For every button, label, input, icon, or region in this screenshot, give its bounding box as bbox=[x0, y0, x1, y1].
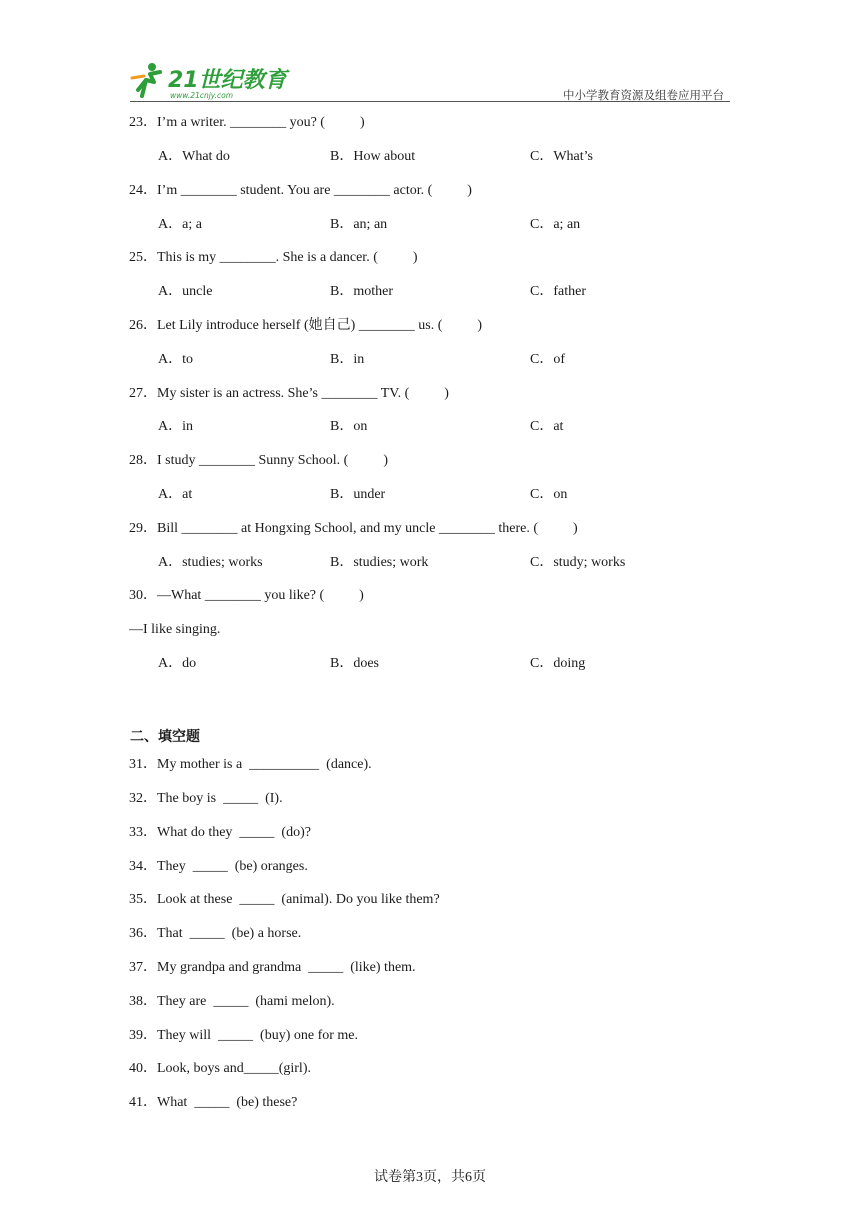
question-30-reply: —I like singing. bbox=[129, 622, 221, 637]
option-26-a: A．to bbox=[158, 352, 193, 367]
option-30-a: A．do bbox=[158, 656, 197, 671]
option-30-b: B．does bbox=[330, 656, 379, 671]
option-23-b: B．How about bbox=[330, 149, 416, 164]
option-27-c: C．at bbox=[530, 419, 564, 434]
option-23-a: A．What do bbox=[158, 149, 230, 164]
fill-question-38: 38．They are _____ (hami melon). bbox=[129, 994, 335, 1009]
question-24: 24．I’m ________ student. You are ________ actor. ( ) bbox=[129, 183, 472, 198]
fill-question-33: 33．What do they _____ (do)? bbox=[129, 825, 311, 840]
page-footer: 试卷第3页，共6页 bbox=[374, 1170, 486, 1185]
fill-question-31: 31．My mother is a __________ (dance). bbox=[129, 757, 372, 772]
section-title: 二、填空题 bbox=[130, 729, 200, 745]
question-27: 27．My sister is an actress. She’s ________ TV. ( ) bbox=[129, 386, 449, 401]
option-26-c: C．of bbox=[530, 352, 565, 367]
option-27-b: B．on bbox=[330, 419, 368, 434]
option-29-c: C．study; works bbox=[530, 555, 626, 570]
option-24-b: B．an; an bbox=[330, 217, 388, 232]
question-28: 28．I study ________ Sunny School. ( ) bbox=[129, 453, 388, 468]
option-28-b: B．under bbox=[330, 487, 386, 502]
svg-text:21世纪教育: 21世纪教育 bbox=[168, 68, 287, 93]
option-30-c: C．doing bbox=[530, 656, 586, 671]
option-23-c: C．What’s bbox=[530, 149, 593, 164]
header-rule bbox=[130, 101, 730, 102]
svg-text:www.21cnjy.com: www.21cnjy.com bbox=[170, 91, 234, 100]
option-25-b: B．mother bbox=[330, 284, 393, 299]
fill-question-40: 40．Look, boys and_____(girl). bbox=[129, 1061, 311, 1076]
option-28-c: C．on bbox=[530, 487, 568, 502]
fill-question-34: 34．They _____ (be) oranges. bbox=[129, 859, 308, 874]
fill-question-39: 39．They will _____ (buy) one for me. bbox=[129, 1028, 359, 1043]
option-29-a: A．studies; works bbox=[158, 555, 263, 570]
fill-question-36: 36．That _____ (be) a horse. bbox=[129, 926, 302, 941]
fill-question-35: 35．Look at these _____ (animal). Do you like them? bbox=[129, 892, 440, 907]
question-29: 29．Bill ________ at Hongxing School, and my uncle ________ there. ( ) bbox=[129, 521, 578, 536]
option-25-a: A．uncle bbox=[158, 284, 213, 299]
option-25-c: C．father bbox=[530, 284, 586, 299]
option-27-a: A．in bbox=[158, 419, 193, 434]
question-25: 25．This is my ________. She is a dancer. ( ) bbox=[129, 250, 418, 265]
option-26-b: B．in bbox=[330, 352, 365, 367]
question-26: 26．Let Lily introduce herself (她自己) ________ us. ( ) bbox=[129, 318, 483, 333]
question-30: 30．—What ________ you like? ( ) bbox=[129, 588, 364, 603]
option-28-a: A．at bbox=[158, 487, 193, 502]
fill-question-32: 32．The boy is _____ (I). bbox=[129, 791, 283, 806]
platform-name: 中小学教育资源及组卷应用平台 bbox=[563, 88, 724, 102]
21cnjy-logo bbox=[130, 60, 290, 100]
fill-question-41: 41．What _____ (be) these? bbox=[129, 1095, 298, 1110]
question-23: 23．I’m a writer. ________ you? ( ) bbox=[129, 115, 365, 130]
option-29-b: B．studies; work bbox=[330, 555, 429, 570]
fill-question-37: 37．My grandpa and grandma _____ (like) them. bbox=[129, 960, 416, 975]
option-24-c: C．a; an bbox=[530, 217, 581, 232]
option-24-a: A．a; a bbox=[158, 217, 202, 232]
page-header bbox=[130, 60, 730, 102]
